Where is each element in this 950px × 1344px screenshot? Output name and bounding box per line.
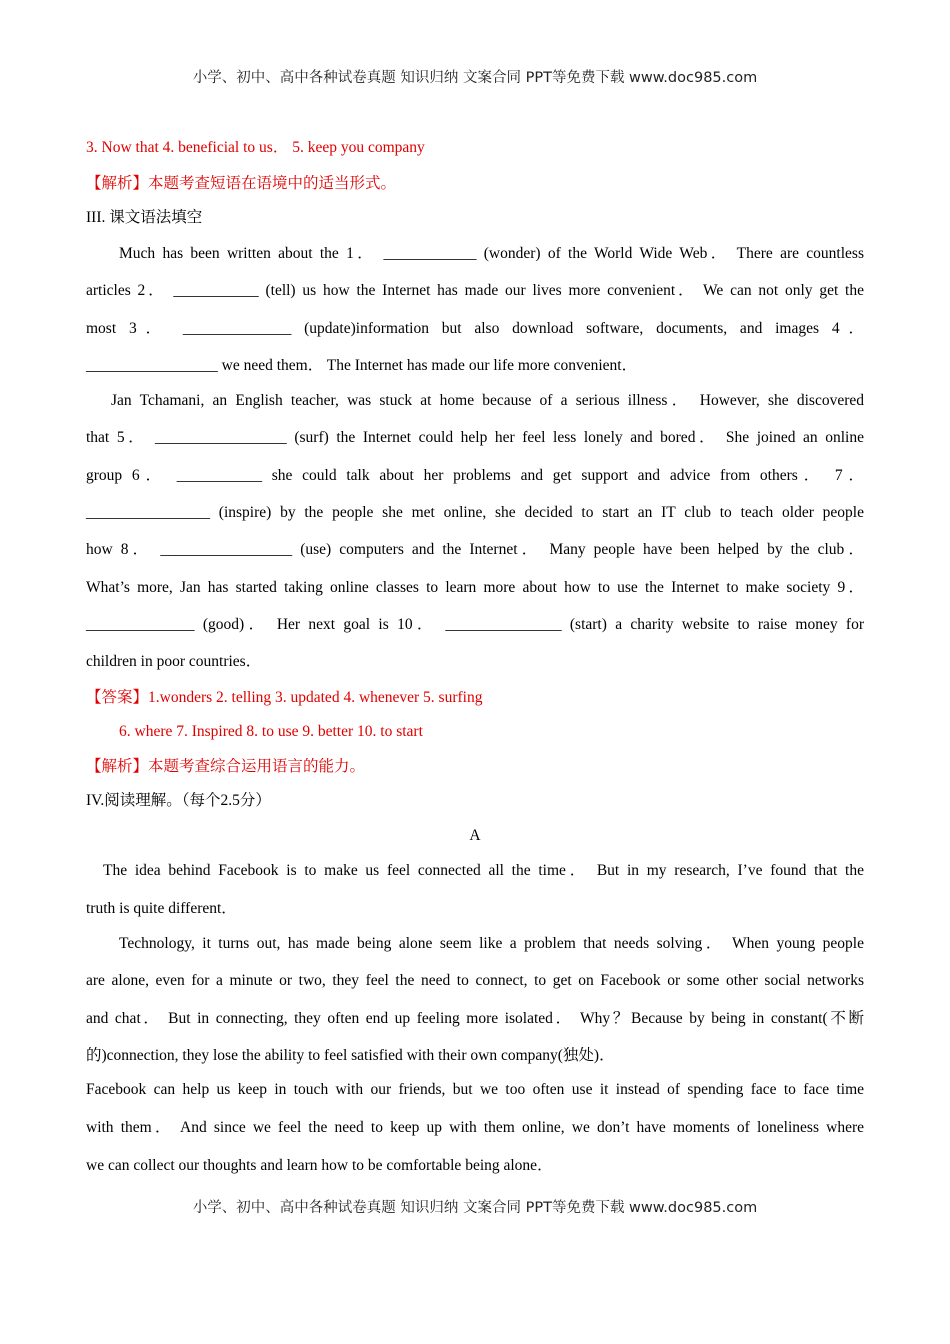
passage-line: Much has been written about the 1． ____________ (wonder) of the World Wide Web． There are countless: [119, 245, 864, 262]
analysis-line-part2: 【解析】本题考查短语在语境中的适当形式。: [86, 175, 397, 192]
reading-line: and chat． But in connecting, they often end up feeling more isolated． Why？Because by being in constant(不断: [86, 1010, 864, 1027]
reading-line: truth is quite different．: [86, 900, 237, 917]
passage-line: most 3． ______________ (update)information but also download software, documents, and images 4．: [86, 320, 864, 337]
passage-line: _________________ we need them． The Internet has made our life more convenient．: [86, 357, 638, 374]
passage-line: how 8． _________________ (use) computers and the Internet． Many people have been helped by the club．: [86, 541, 864, 558]
answer-line-part3-cont: 6. where 7. Inspired 8. to use 9. better 10. to start: [119, 723, 423, 740]
passage-line: What’s more, Jan has started taking online classes to learn more about how to use the Internet to make society 9．: [86, 579, 864, 596]
passage-label-a: A: [469, 827, 481, 844]
passage-line: children in poor countries．: [86, 653, 262, 670]
reading-line: Technology, it turns out, has made being alone seem like a problem that needs solving． When young people: [119, 935, 864, 952]
answer-line-part2: 3. Now that 4. beneficial to us． 5. keep you company: [86, 139, 425, 156]
passage-line: that 5． _________________ (surf) the Internet could help her feel less lonely and bored． She joined an online: [86, 429, 864, 446]
section-heading-grammar-fill: III. 课文语法填空: [86, 209, 203, 226]
page-header: 小学、初中、高中各种试卷真题 知识归纳 文案合同 PPT等免费下载 www.doc985.com: [192, 70, 758, 86]
passage-line: articles 2． ___________ (tell) us how the Internet has made our lives more convenient． We can not only get the: [86, 282, 864, 299]
reading-line: Facebook can help us keep in touch with our friends, but we too often use it instead of spending face to face time: [86, 1081, 864, 1098]
reading-line: are alone, even for a minute or two, they feel the need to connect, to get on Facebook or some other social networks: [86, 972, 864, 989]
passage-line: ________________ (inspire) by the people she met online, she decided to start an IT club to teach older people: [86, 504, 864, 521]
reading-line: The idea behind Facebook is to make us feel connected all the time． But in my research, I’ve found that the: [103, 862, 864, 879]
passage-line: Jan Tchamani, an English teacher, was stuck at home because of a serious illness． However, she discovered: [111, 392, 864, 409]
section-heading-reading: IV.阅读理解。（每个2.5分）: [86, 792, 271, 809]
page-footer: 小学、初中、高中各种试卷真题 知识归纳 文案合同 PPT等免费下载 www.doc985.com: [192, 1200, 758, 1216]
analysis-line-part3: 【解析】本题考查综合运用语言的能力。: [86, 758, 366, 775]
reading-line: we can collect our thoughts and learn how to be comfortable being alone．: [86, 1157, 553, 1174]
passage-line: group 6． ___________ she could talk about her problems and get support and advice from others． 7．: [86, 467, 864, 484]
reading-line: with them． And since we feel the need to keep up with them online, we don’t have moments of loneliness where: [86, 1119, 864, 1136]
answer-line-part3: 【答案】1.wonders 2. telling 3. updated 4. whenever 5. surfing: [86, 689, 483, 706]
passage-line: ______________ (good)． Her next goal is 10． _______________ (start) a charity website to raise money for: [86, 616, 864, 633]
reading-line: 的)connection, they lose the ability to feel satisfied with their own company(独处)．: [86, 1047, 615, 1064]
